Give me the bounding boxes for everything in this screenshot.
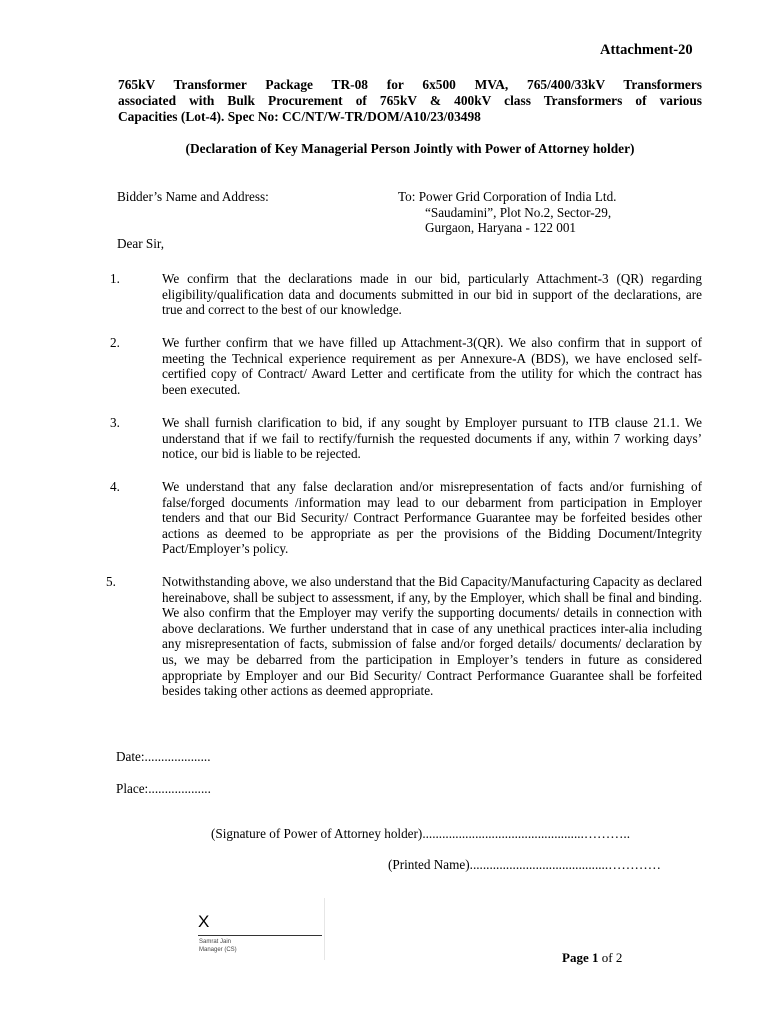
date-field: Date:.................... [116, 749, 211, 764]
page-number [562, 950, 622, 966]
attachment-number: Attachment-20 [600, 42, 693, 58]
declaration-item [110, 271, 702, 318]
item-text: Notwithstanding above, we also understand that the Bid Capacity/Manufacturing Capacity as declared hereinabove, shall be subject to assessment, if any, by the Employer, which shall be final and binding. We also confirm that the Employer may verify the supporting documents/ details in connection with above declarations. We further understand that in case of any unethical practices inter-alia including any misrepresentation of facts, submission of false and/or forged details/ documents/ declaration by us, we may be debarred from the participation in Employer’s tenders in future as considered appropriate by Employer and our Bid Security/ Contract Performance Guarantee shall be forfeited besides taking other actions as deemed appropriate. [162, 574, 702, 699]
document-subtitle: (Declaration of Key Managerial Person Jointly with Power of Attorney holder) [185, 141, 635, 156]
page-of: of [598, 950, 616, 965]
title-line: associated with Bulk Procurement of 765kV & 400kV class Transformers of various [118, 92, 702, 108]
printed-name-line: (Printed Name)..........................................………… [388, 857, 661, 872]
signature-line: (Signature of Power of Attorney holder).................................................……….. [211, 826, 631, 841]
address-line: Gurgaon, Haryana - 122 001 [425, 220, 577, 236]
declaration-item [106, 574, 702, 699]
address-line: “Saudamini”, Plot No.2, Sector-29, [425, 204, 612, 220]
item-number: 4. [110, 479, 120, 494]
item-number: 5. [106, 574, 116, 589]
total-pages: 2 [615, 950, 623, 965]
current-page: 1 [591, 950, 599, 965]
declaration-item [110, 479, 702, 557]
item-text: We further confirm that we have filled up Attachment-3(QR). We also confirm that in support of meeting the Technical experience requirement as per Annexure-A (BDS), we have enclosed self-certified copy of Contract/ Award Letter and certificate from the utility for which the contract has been executed. [162, 335, 702, 397]
bidder-label: Bidder’s Name and Address: [117, 189, 269, 204]
item-number: 2. [110, 335, 120, 350]
declaration-item [110, 335, 702, 397]
item-text: We understand that any false declaration and/or misrepresentation of facts and/or furnishing of false/forged documents /information may lead to our debarment from participation in Employer tenders and that our Bid Security/ Contract Performance Guarantee may be forfeited besides other actions as deemed to be appropriate as per the provisions of the Bidding Document/Integrity Pact/Employer’s policy. [162, 479, 702, 557]
recipient-address [398, 189, 616, 236]
signer-name: Samrat Jain [199, 939, 232, 945]
item-text: We shall furnish clarification to bid, if any sought by Employer pursuant to ITB clause 21.1. We understand that if we fail to rectify/furnish the requested documents if any, within 7 working days’ notice, our bid is liable to be rejected. [162, 415, 702, 462]
title-line: 765kV Transformer Package TR-08 for 6x500 MVA, 765/400/33kV Transformers [118, 77, 702, 92]
item-text: We confirm that the declarations made in our bid, particularly Attachment-3 (QR) regarding eligibility/qualification data and documents submitted in our bid in support of the declarations, are true and correct to the best of our knowledge. [162, 271, 702, 318]
document-title [118, 77, 702, 124]
signature-rule [198, 935, 322, 936]
e-signature-block [198, 898, 325, 960]
salutation: Dear Sir, [117, 236, 165, 251]
signature-mark: X [198, 912, 210, 931]
address-line: To: Power Grid Corporation of India Ltd. [398, 189, 617, 204]
declaration-item [110, 415, 702, 462]
signer-role: Manager (CS) [199, 947, 237, 953]
item-number: 1. [110, 271, 120, 286]
title-line: Capacities (Lot-4). Spec No: CC/NT/W-TR/DOM/A10/23/03498 [118, 108, 481, 124]
item-number: 3. [110, 415, 120, 430]
place-field: Place:................... [116, 781, 211, 796]
page-prefix: Page [562, 950, 592, 965]
